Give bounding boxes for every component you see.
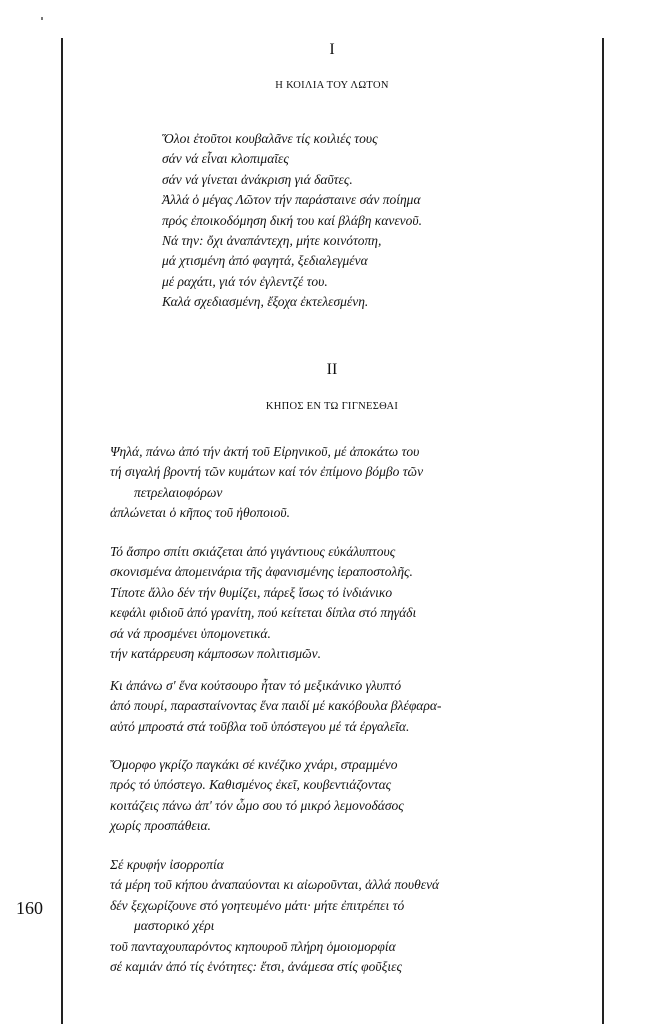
poem-stanza (110, 755, 404, 837)
poem-line: σάν νά εἶναι κλοπιμαῖες (162, 151, 289, 167)
poem-line: σά νά προσμένει ὑπομονετικά. (110, 625, 271, 641)
poem-line: αὐτό μπροστά στά τοῦβλα τοῦ ὑπόστεγου μέ τά ἐργαλεῖα. (110, 718, 410, 734)
scan-speck (41, 17, 43, 20)
poem-stanza (110, 542, 416, 664)
poem-line: Νά την: ὄχι ἀναπάντεχη, μήτε κοινότοπη, (162, 232, 382, 248)
poem-line: κεφάλι φιδιοῦ ἀπό γρανίτη, πού κείτεται δίπλα στό πηγάδι (110, 605, 417, 621)
right-margin-rule (602, 38, 604, 1024)
poem-line: τή σιγαλή βροντή τῶν κυμάτων καί τόν ἐπίμονο βόμβο τῶν (110, 464, 424, 480)
poem-line: τοῦ πανταχουπαρόντος κηπουροῦ πλήρη ὁμοιομορφία (110, 938, 396, 954)
section-numeral-1: I (329, 41, 335, 58)
poem-line: Τό ἄσπρο σπίτι σκιάζεται ἀπό γιγάντιους εὐκάλυπτους (110, 544, 396, 559)
poem-stanza (162, 129, 422, 313)
poem-line: ἁπλώνεται ὁ κῆπος τοῦ ἠθοποιοῦ. (110, 505, 290, 521)
left-margin-rule (61, 38, 63, 1024)
poem-line: Ἀλλά ὁ μέγας Λῶτον τήν παράσταινε σάν ποίημα (162, 192, 421, 208)
poem-stanza (110, 855, 439, 977)
poem-line: σέ καμιάν ἀπό τίς ἑνότητες: ἔτσι, ἀνάμεσα στίς φοῦξιες (110, 958, 402, 974)
poem-line: πρός τό ὑπόστεγο. Καθισμένος ἐκεῖ, κουβεντιάζοντας (110, 777, 392, 793)
poem-line: σκονισμένα ἀπομεινάρια τῆς ἀφανισμένης ἱεραποστολῆς. (110, 564, 413, 580)
poem-line: σάν νά γίνεται ἀνάκριση γιά δαῦτες. (162, 171, 353, 187)
poem-line: πρός ἐποικοδόμηση δική του καί βλάβη κανενοῦ. (162, 212, 422, 228)
poem-stanza (110, 442, 423, 524)
poem-line: πετρελαιοφόρων (134, 484, 223, 500)
poem-line: τήν κατάρρευση κάμποσων πολιτισμῶν. (110, 645, 322, 661)
poem-line: Τίποτε ἄλλο δέν τήν θυμίζει, πάρεξ ἴσως τό ἰνδιάνικο (110, 584, 393, 600)
section-title-2: ΚΗΠΟΣ ΕΝ ΤΩ ΓΙΓΝΕΣΘΑΙ (265, 401, 399, 412)
poem-line: μαστορικό χέρι (134, 918, 215, 934)
poem-line: μέ ραχάτι, γιά τόν ἐγλεντζέ του. (162, 273, 328, 289)
poem-line: Ψηλά, πάνω ἀπό τήν ἀκτή τοῦ Εἰρηνικοῦ, μέ ἀποκάτω του (110, 444, 420, 459)
poem-line: Σέ κρυφήν ἰσορροπία (110, 857, 224, 872)
poem-line: μά χτισμένη ἀπό φαγητά, ξεδιαλεγμένα (162, 253, 368, 269)
poem-line: Κι ἀπάνω σ' ἕνα κούτσουρο ἦταν τό μεξικάνικο γλυπτό (110, 678, 402, 693)
poem-line: ἀπό πουρί, παρασταίνοντας ἕνα παιδί μέ κακόβουλα βλέφαρα- (110, 698, 442, 714)
section-numeral-2: II (326, 361, 338, 378)
section-title-1: Η ΚΟΙΛΙΑ ΤΟΥ ΛΩΤΟΝ (275, 80, 389, 91)
poem-line: δέν ξεχωρίζουνε στό γοητευμένο μάτι· μήτε ἐπιτρέπει τό (110, 897, 405, 913)
poem-stanza (110, 676, 441, 737)
poem-line: Ὅλοι ἐτοῦτοι κουβαλᾶνε τίς κοιλιές τους (162, 131, 378, 146)
poem-line: κοιτάζεις πάνω ἀπ' τόν ὦμο σου τό μικρό λεμονοδάσος (110, 797, 404, 813)
poem-line: τά μέρη τοῦ κήπου ἀναπαύονται κι αἰωροῦνται, ἀλλά πουθενά (110, 877, 440, 893)
poem-line: χωρίς προσπάθεια. (110, 818, 211, 834)
page-number: 160 (16, 898, 43, 918)
poem-line: Ὄμορφο γκρίζο παγκάκι σέ κινέζικο χνάρι, στραμμένο (110, 757, 398, 772)
poem-line: Καλά σχεδιασμένη, ἔξοχα ἐκτελεσμένη. (162, 294, 369, 310)
